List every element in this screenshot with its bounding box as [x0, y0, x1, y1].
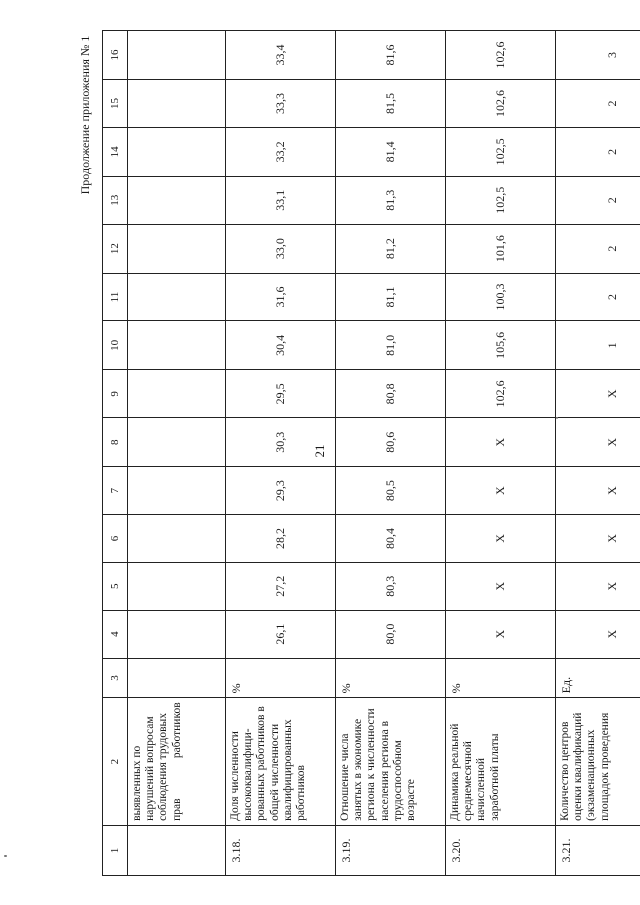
value-cell: 27,2: [226, 562, 336, 610]
value-cell: 102,6: [446, 370, 556, 418]
value-cell: 2: [556, 273, 640, 321]
value-cell: [128, 224, 226, 273]
scan-speck: [556, 417, 558, 419]
column-number: 6: [103, 515, 128, 563]
table-row: [128, 31, 226, 876]
column-number: 8: [103, 418, 128, 467]
indicator-name: Доля численности высококвалифици-рованных работников в общей численности квалифицированных работников: [226, 698, 336, 826]
value-cell: X: [446, 515, 556, 563]
row-number: 3.20.: [446, 825, 556, 875]
value-cell: 80,6: [336, 418, 446, 467]
indicator-name: выявленных по нарушений вопросам соблюдения трудовых прав работников: [128, 698, 226, 826]
value-cell: 2: [556, 224, 640, 273]
value-cell: X: [556, 562, 640, 610]
value-cell: [128, 321, 226, 370]
value-cell: X: [446, 467, 556, 515]
value-cell: 33,2: [226, 127, 336, 176]
value-cell: 33,0: [226, 224, 336, 273]
indicator-name: Динамика реальной среднемесячной начисленной заработной платы: [446, 698, 556, 826]
value-cell: [128, 562, 226, 610]
column-number: 4: [103, 610, 128, 658]
row-number: 3.19.: [336, 825, 446, 875]
value-cell: 81,6: [336, 31, 446, 80]
table-container: [102, 30, 619, 876]
unit-of-measure: Ед.: [556, 658, 640, 698]
value-cell: X: [556, 370, 640, 418]
value-cell: 3: [556, 31, 640, 80]
value-cell: X: [446, 610, 556, 658]
scan-speck: [4, 855, 7, 857]
value-cell: 2: [556, 80, 640, 128]
column-number: 3: [103, 658, 128, 698]
value-cell: 101,6: [446, 224, 556, 273]
column-number: 14: [103, 127, 128, 176]
value-cell: [128, 610, 226, 658]
table-row: [556, 31, 640, 876]
column-number: 16: [103, 31, 128, 80]
value-cell: X: [556, 610, 640, 658]
value-cell: [128, 127, 226, 176]
indicators-table: [102, 30, 640, 876]
value-cell: 80,3: [336, 562, 446, 610]
value-cell: 80,0: [336, 610, 446, 658]
value-cell: 81,2: [336, 224, 446, 273]
column-number: 12: [103, 224, 128, 273]
value-cell: [128, 31, 226, 80]
row-number: 3.18.: [226, 825, 336, 875]
value-cell: 30,4: [226, 321, 336, 370]
column-number: 13: [103, 176, 128, 224]
value-cell: [128, 467, 226, 515]
value-cell: 29,5: [226, 370, 336, 418]
value-cell: 80,4: [336, 515, 446, 563]
value-cell: 80,5: [336, 467, 446, 515]
table-row: [336, 31, 446, 876]
value-cell: X: [556, 467, 640, 515]
column-number: 2: [103, 698, 128, 826]
value-cell: 100,3: [446, 273, 556, 321]
indicator-name: Количество центров оценки квалификаций (экзаменационных площадок проведения: [556, 698, 640, 826]
value-cell: [128, 273, 226, 321]
value-cell: 33,4: [226, 31, 336, 80]
column-number: 15: [103, 80, 128, 128]
rotated-table-frame: [102, 30, 619, 876]
value-cell: 2: [556, 127, 640, 176]
value-cell: 102,5: [446, 127, 556, 176]
row-number: [128, 825, 226, 875]
value-cell: 102,6: [446, 31, 556, 80]
value-cell: [128, 80, 226, 128]
continuation-title: Продолжение приложения № 1: [78, 35, 92, 195]
value-cell: 26,1: [226, 610, 336, 658]
value-cell: 30,3: [226, 418, 336, 467]
value-cell: X: [556, 515, 640, 563]
table-row: [226, 31, 336, 876]
page-number: 21: [312, 444, 327, 458]
value-cell: [128, 370, 226, 418]
value-cell: [128, 418, 226, 467]
column-number: 5: [103, 562, 128, 610]
column-number: 1: [103, 825, 128, 875]
column-number: 7: [103, 467, 128, 515]
value-cell: 102,5: [446, 176, 556, 224]
column-number: 10: [103, 321, 128, 370]
value-cell: [128, 176, 226, 224]
value-cell: 81,1: [336, 273, 446, 321]
row-number: 3.21.: [556, 825, 640, 875]
column-number: 11: [103, 273, 128, 321]
value-cell: 81,4: [336, 127, 446, 176]
unit-of-measure: [128, 658, 226, 698]
value-cell: 33,3: [226, 80, 336, 128]
value-cell: 28,2: [226, 515, 336, 563]
unit-of-measure: %: [226, 658, 336, 698]
value-cell: 81,3: [336, 176, 446, 224]
value-cell: 29,3: [226, 467, 336, 515]
value-cell: 80,8: [336, 370, 446, 418]
unit-of-measure: %: [336, 658, 446, 698]
unit-of-measure: %: [446, 658, 556, 698]
value-cell: X: [446, 418, 556, 467]
value-cell: 2: [556, 176, 640, 224]
column-number-row: [103, 31, 128, 876]
column-number: 9: [103, 370, 128, 418]
value-cell: 102,6: [446, 80, 556, 128]
value-cell: 33,1: [226, 176, 336, 224]
value-cell: 31,6: [226, 273, 336, 321]
table-row: [446, 31, 556, 876]
value-cell: [128, 515, 226, 563]
value-cell: 81,0: [336, 321, 446, 370]
value-cell: X: [556, 418, 640, 467]
value-cell: X: [446, 562, 556, 610]
value-cell: 1: [556, 321, 640, 370]
value-cell: 81,5: [336, 80, 446, 128]
value-cell: 105,6: [446, 321, 556, 370]
indicator-name: Отношение числа занятых в экономике региона к численности населения региона в трудоспособном возрасте: [336, 698, 446, 826]
